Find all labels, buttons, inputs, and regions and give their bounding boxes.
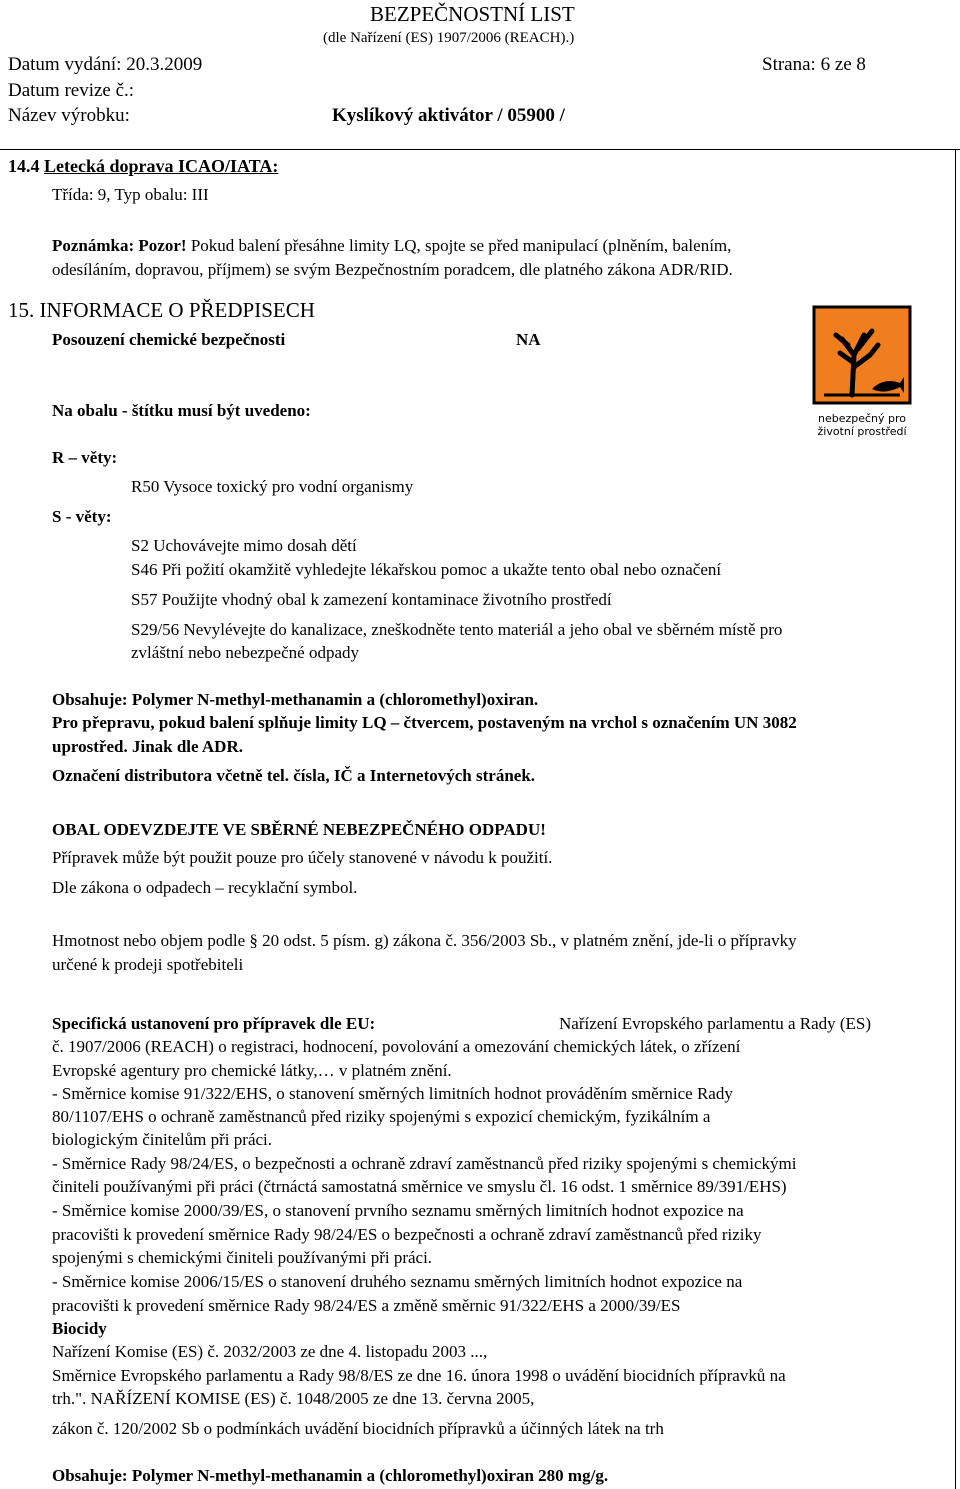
transport-lq-line1: Pro přepravu, pokud balení splňuje limity LQ – čtvercem, postaveným na vrchol s označením UN 3082 [52,713,797,732]
pictogram-caption-line1: nebezpečný pro [817,412,907,425]
transport-class: Třída: 9, Typ obalu: III [52,185,209,204]
waste-warning: OBAL ODEVZDEJTE VE SBĚRNÉ NEBEZPEČNÉHO ODPADU! [52,820,546,839]
regulation-line: spojenými s chemickými činiteli používanými při práci. [52,1248,433,1267]
regulation-line: č. 1907/2006 (REACH) o registraci, hodnocení, povolování a omezování chemických látek, o zřízení [52,1037,741,1056]
regulation-line: - Směrnice komise 2006/15/ES o stanovení druhého seznamu směrných limitních hodnot expozice na [52,1272,743,1291]
transport-note-text: Pokud balení přesáhne limity LQ, spojte se před manipulací (plněním, balením, [190,236,732,255]
pictogram-caption [812,412,912,438]
assessment-label: Posouzení chemické bezpečnosti [52,330,286,349]
s2956-phrase-line1: S29/56 Nevylévejte do kanalizace, zneškodněte tento materiál a jeho obal ve sběrném místě pro [131,620,783,639]
transport-lq-line2: uprostřed. Jinak dle ADR. [52,737,243,756]
contains-amount: Obsahuje: Polymer N-methyl-methanamin a (chloromethyl)oxiran 280 mg/g. [52,1466,609,1485]
specific-eu-label: Specifická ustanovení pro přípravek dle EU: [52,1014,376,1033]
pictogram-caption-line2: životní prostředí [817,425,907,438]
regulation-line: - Směrnice komise 2000/39/ES, o stanovení prvního seznamu směrných limitních hodnot expozice na [52,1201,744,1220]
s-phrases-label: S - věty: [52,507,112,526]
document-title: BEZPEČNOSTNÍ LIST [370,2,575,26]
contains-statement: Obsahuje: Polymer N-methyl-methanamin a (chloromethyl)oxiran. [52,690,539,709]
biocide-line: Nařízení Komise (ES) č. 2032/2003 ze dne 4. listopadu 2003 ..., [52,1342,488,1361]
r50-phrase: R50 Vysoce toxický pro vodní organismy [131,477,414,496]
s46-phrase: S46 Při požití okamžitě vyhledejte lékařskou pomoc a ukažte tento obal nebo označení [131,560,722,579]
regulation-line: 80/1107/EHS o ochraně zaměstnanců před riziky spojenými s expozicí chemickým, fyzikálním a [52,1107,711,1126]
right-border [955,149,956,1489]
distributor-statement: Označení distributora včetně tel. čísla, IČ a Internetových stránek. [52,766,536,785]
regulation-line: pracovišti k provedení směrnice Rady 98/24/ES o bezpečnosti a ochraně zdraví zaměstnanců před riziky [52,1225,762,1244]
environment-hazard-pictogram [812,305,912,438]
transport-heading-number: 14.4 [8,156,40,176]
product-name: Kyslíkový aktivátor / 05900 / [332,105,565,126]
assessment-value: NA [516,330,541,349]
s2956-phrase-line2: zvláštní nebo nebezpečné odpady [131,643,359,662]
transport-note-label: Poznámka: Pozor! [52,236,187,255]
regulation-line: - Směrnice komise 91/322/EHS, o stanovení směrných limitních hodnot prováděním směrnice Rady [52,1084,733,1103]
regulation-line: pracovišti k provedení směrnice Rady 98/24/ES a změně směrnic 91/322/EHS a 2000/39/ES [52,1296,681,1315]
biocides-heading: Biocidy [52,1319,107,1338]
regulation-line: - Směrnice Rady 98/24/ES, o bezpečnosti a ochraně zdraví zaměstnanců před riziky spojenými s chemickými [52,1154,797,1173]
dead-tree-fish-hazard-icon [812,305,912,405]
weight-line2: určené k prodeji spotřebiteli [52,955,244,974]
section-15-heading: 15. INFORMACE O PŘEDPISECH [8,298,315,322]
regulation-line: Evropské agentury pro chemické látky,… v platném znění. [52,1061,452,1080]
transport-note-line1 [52,236,731,256]
regulation-line: biologickým činitelům při práci. [52,1130,273,1149]
revision-date: Datum revize č.: [8,80,135,101]
document-subtitle: (dle Nařízení (ES) 1907/2006 (REACH).) [323,30,575,46]
transport-note-line2: odesíláním, dopravou, příjmem) se svým Bezpečnostním poradcem, dle platného zákona ADR/RID. [52,260,733,279]
page-number: Strana: 6 ze 8 [762,54,866,75]
regulation-line: činiteli používanými při práci (čtrnáctá samostatná směrnice ve smyslu čl. 16 odst. 1 směrnice 89/391/EHS) [52,1177,787,1196]
header-divider [0,149,960,150]
r-phrases-label: R – věty: [52,448,118,467]
weight-line1: Hmotnost nebo objem podle § 20 odst. 5 písm. g) zákona č. 356/2003 Sb., v platném znění, jde-li o přípravky [52,931,797,950]
biocide-line: Směrnice Evropského parlamentu a Rady 98/8/ES ze dne 16. února 1998 o uvádění biocidních přípravků na [52,1366,786,1385]
specific-eu-value: Nařízení Evropského parlamentu a Rady (ES) [559,1014,872,1033]
s2-phrase: S2 Uchovávejte mimo dosah dětí [131,536,357,555]
s57-phrase: S57 Použijte vhodný obal k zamezení kontaminace životního prostředí [131,590,612,609]
transport-heading-text: Letecká doprava ICAO/IATA: [44,156,279,176]
product-label: Název výrobku: [8,105,130,126]
label-heading: Na obalu - štítku musí být uvedeno: [52,401,311,420]
biocide-line: trh.". NAŘÍZENÍ KOMISE (ES) č. 1048/2005 ze dne 13. června 2005, [52,1389,535,1408]
biocide-line: zákon č. 120/2002 Sb o podmínkách uvádění biocidních přípravků a účinných látek na trh [52,1419,664,1438]
transport-heading [8,156,278,177]
usage-statement: Přípravek může být použit pouze pro účely stanovené v návodu k použití. [52,848,553,867]
issue-date: Datum vydání: 20.3.2009 [8,54,203,75]
recycle-statement: Dle zákona o odpadech – recyklační symbol. [52,878,358,897]
